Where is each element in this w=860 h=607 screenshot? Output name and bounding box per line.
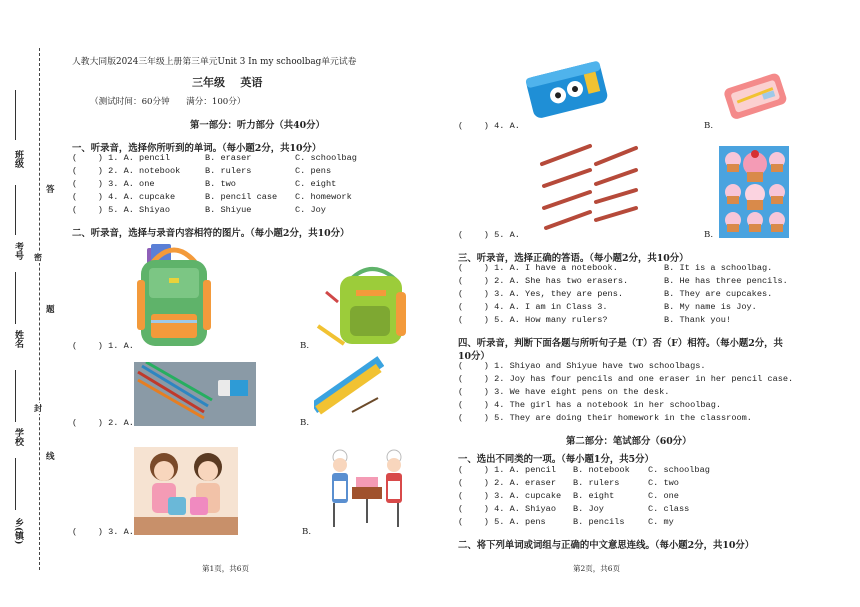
list-item: ( ) 1. Shiyao and Shiyue have two schoolbags.: [458, 361, 706, 371]
s2-q4-b-label: B.: [704, 121, 714, 131]
section1-title: 一、听录音，选择你所听到的单词。（每小题2分，共10分）: [72, 143, 322, 154]
binding-mark-seal2: 封: [34, 403, 42, 413]
part2-section1-title: 一、选出不同类的一项。（每小题1分，共5分）: [458, 454, 654, 465]
list-item: ( ) 2. Joy has four pencils and one eraser in her pencil case.: [458, 374, 794, 384]
colored-pencils-photo: [134, 362, 256, 426]
binding-word-question: 题: [46, 305, 55, 315]
part1-title: 第一部分：听力部分（共40分）: [190, 120, 325, 131]
list-item: ( ) 4. The girl has a notebook in her schoolbag.: [458, 400, 722, 410]
s2-q5-b-label: B.: [704, 230, 714, 240]
list-item: ( ) 3. We have eight pens on the desk.: [458, 387, 670, 397]
pink-pencil-case-image: [722, 66, 790, 124]
name-writing-line: [15, 272, 16, 324]
binding-word-answer: 答: [46, 185, 55, 195]
town-writing-line: [15, 458, 16, 510]
section4-title-line1: 四、听录音，判断下面各题与所听句子是（T）否（F）相符。（每小题2分，共: [458, 338, 783, 349]
school-label: 学校: [13, 428, 23, 446]
binding-mark-seal: 密: [34, 252, 42, 262]
part2-title: 第二部分：笔试部分（60分）: [566, 436, 692, 447]
exam-info: （测试时间：60分钟 满分：100分）: [90, 97, 246, 107]
paintbrushes-image: [538, 140, 642, 234]
town-label: 乡(镇): [13, 518, 23, 545]
green-backpack-image: [133, 240, 215, 348]
number-writing-line: [15, 185, 16, 235]
number-label: 考号: [13, 242, 23, 260]
s2-q4-label: ( ) 4. A.: [458, 121, 520, 131]
part2-section2-title: 二、将下列单词或词组与正确的中文意思连线。（每小题2分，共10分）: [458, 540, 755, 551]
girls-with-schoolbags-image: [134, 447, 238, 535]
binding-dashed-line: [39, 48, 40, 570]
section4-list: [458, 361, 793, 426]
page1-footer: 第1页，共6页: [202, 564, 250, 573]
blue-pencil-case-image: [523, 53, 611, 127]
binding-margin: [0, 0, 62, 607]
s2-q1-label: ( ) 1. A.: [72, 341, 134, 351]
name-label: 姓名: [13, 330, 23, 348]
cupcakes-image: [719, 146, 789, 238]
binding-word-line: 线: [46, 452, 55, 462]
s2-q2-label: ( ) 2. A.: [72, 418, 134, 428]
page2-footer: 第2页，共6页: [573, 564, 621, 573]
section4-title-line2: 10分）: [458, 351, 490, 362]
s2-q3-label: ( ) 3. A.: [72, 527, 134, 537]
school-writing-line: [15, 370, 16, 422]
section3-title: 三、听录音，选择正确的答语。（每小题2分，共10分）: [458, 253, 689, 264]
s2-q1-b-label: B.: [300, 341, 310, 351]
exam-title: 人教大同版2024三年级上册第三单元Unit 3 In my schoolbag单元试卷: [72, 57, 357, 67]
section2-title: 二、听录音，选择与录音内容相符的图片。（每小题2分，共10分）: [72, 228, 350, 239]
exam-subtitle: 三年级 英语: [192, 76, 263, 89]
class-label: 班级: [13, 150, 23, 168]
class-writing-line: [15, 90, 16, 140]
lime-backpack-image: [316, 262, 410, 348]
list-item: ( ) 5. They are doing their homework in the classroom.: [458, 413, 752, 423]
girls-with-cake-image: [322, 447, 412, 531]
s2-q3-b-label: B.: [302, 527, 312, 537]
s2-q5-label: ( ) 5. A.: [458, 230, 520, 240]
s2-q2-b-label: B.: [300, 418, 310, 428]
rulers-image: [314, 352, 384, 422]
